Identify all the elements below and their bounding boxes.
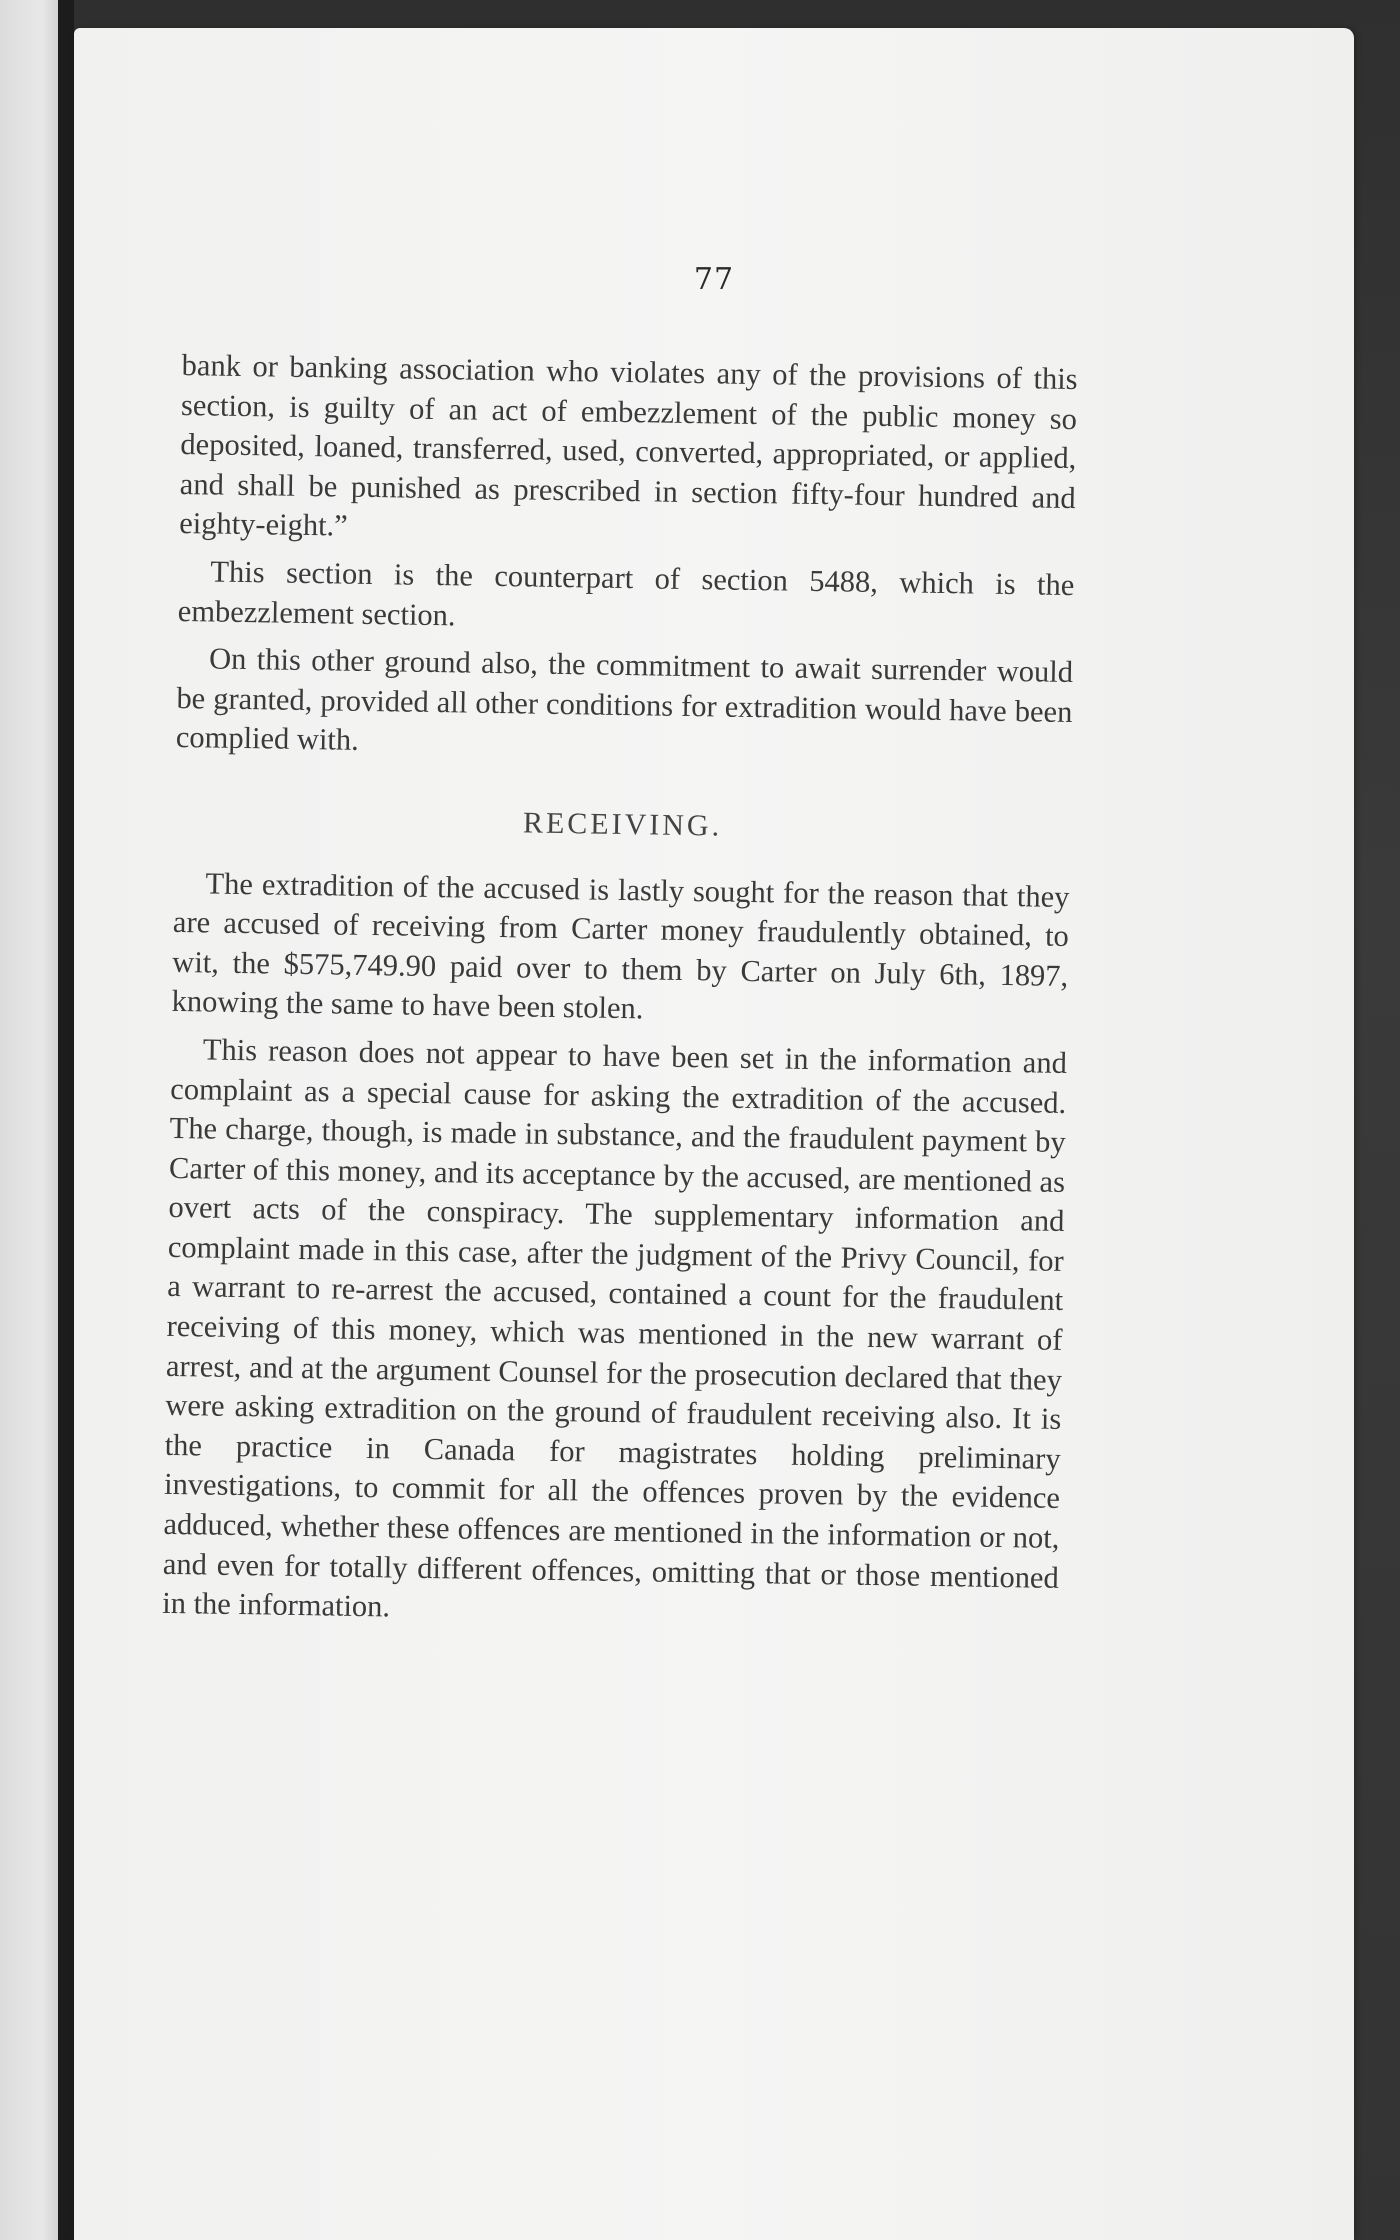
paragraph-information-complaint: This reason does not appear to have been set in the information and complaint as a special cause for asking the extradition of the accused. The charge, though, is made in substance, and the fraudulent payment by Carter of this money, and its acceptance by the accused, are mentioned as overt acts of the conspiracy. The supplementary information and complaint made in this case, after the judgment of the Privy Council, for a warrant to re-arrest the accused, contained a count for the fraudulent receiving of this money, which was mentioned in the new warrant of arrest, and at the argument Counsel for the prosecution declared that they were asking extradition on the ground of fraudulent receiving also. It is the practice in Canada for magistrates holding preliminary investigations, to commit for all the offences proven by the evidence adduced, whether these offences are mentioned in the information or not, and even for totally different offences, omitting that or those mentioned in the information. — [161, 1032, 1068, 1624]
page-number: 77 — [693, 262, 735, 297]
book-page — [74, 28, 1354, 2240]
paragraph-counterpart-section: This section is the counterpart of section 5488, which is the embezzlement section. — [177, 554, 1075, 632]
book-gutter — [58, 0, 74, 2240]
paragraph-statute-continuation: bank or banking association who violates any of the provisions of this section, is guilty of an act of embezzlement of the public money so deposited, loaned, transferred, used, converted, appropriated, or applied, and shall be punished as prescribed in section fifty-four hundred and eighty-eight.” — [178, 347, 1078, 543]
section-heading-receiving: RECEIVING. — [522, 806, 723, 843]
previous-page-edge — [0, 0, 60, 2240]
paragraph-receiving-reason: The extradition of the accused is lastly sought for the reason that they are accused of receiving from Carter money fraudulently obtained, to wit, the $575,749.90 paid over to them by Carter on July 6th, 1897, knowing the same to have been stolen. — [171, 865, 1070, 1026]
page-text-block — [162, 346, 1078, 1638]
paragraph-commitment-ground: On this other ground also, the commitment to await surrender would be granted, provided all other conditions for extradition would have been complied with. — [175, 641, 1074, 758]
